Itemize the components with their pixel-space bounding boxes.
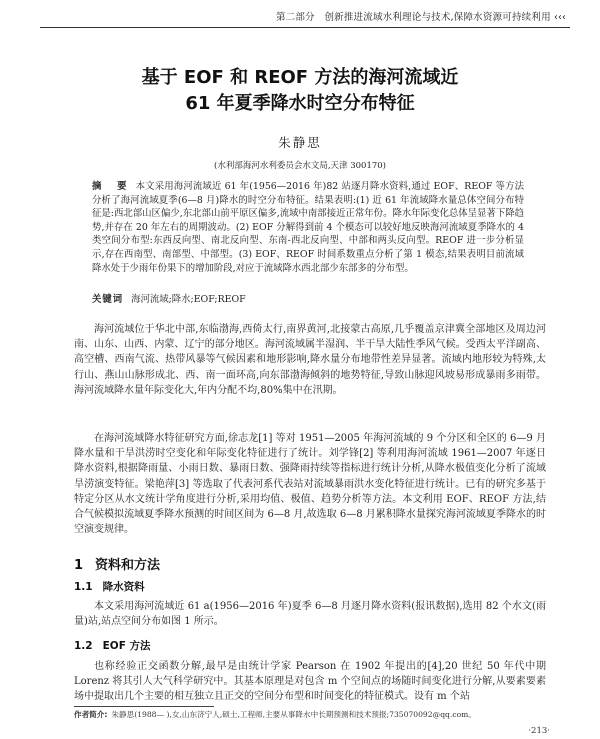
subsection-number: 1.1: [74, 581, 93, 593]
affiliation: (水利部海河水利委员会水文局,天津 300170): [214, 161, 386, 171]
keywords: [92, 293, 524, 306]
paper-title-line1: 基于 EOF 和 REOF 方法的海河流域近: [141, 67, 459, 88]
keywords-text: 海河流域;降水;EOF;REOF: [131, 294, 246, 305]
body-paragraph-4: 也称经验正交函数分解,最早是由统计学家 Pearson 在 1902 年提出的[4],20 世纪 50 年代中期 Lorenz 将其引人大气科学研究中。其基本原理是对包含 m 个空间点的场随时间变化进行分解,从要素要素场中提取出几个主要的相互独立且正交的空间分布型和时间变化的特征模式。设有 m 个站: [74, 661, 546, 703]
abstract-text: 本文采用海河流域近 61 年(1956—2016 年)82 站逐月降水资料,通过 EOF、REOF 等方法分析了海河流域夏季(6—8 月)降水的时空分布特征。结果表明:(1) 近 61 年流域降水量总体空间分布特征是:西北部山区偏少,东北部山前平原区偏多,流域中南部接近正常年份。降水年际变化总体呈显著下降趋势,并存在 20 年左右的周期波动。(2) EOF 分解得到前 4 个模态可以较好地反映海河流域夏季降水的 4 类空间分布型:东西反向型、南北反向型、东南-西北反向型、中部和两头反向型。REOF 进一步分析显示,存在西南型、南部型、中部型。(3) EOF、REOF 时间系数重点分析了第 1 模态,结果表明目前流域降水处于少雨年份果下的增加阶段,对应于流域降水西北部少东部多的分布型。: [92, 181, 524, 274]
abstract: [92, 180, 524, 275]
section-number: 1: [74, 558, 84, 573]
paper-title-line2: 61 年夏季降水时空分布特征: [185, 93, 415, 114]
keywords-label: 关键词: [92, 294, 124, 305]
section-title: 资料和方法: [95, 558, 161, 573]
abstract-label: 摘 要: [92, 181, 130, 192]
subsection-title: EOF 方法: [102, 640, 151, 652]
subsection-heading-1-2: [74, 638, 151, 653]
footnote-text: 朱静思(1988— ),女,山东济宁人,硕士,工程师,主要从事降水中长期预测和技术预报;735070092@qq.com。: [111, 710, 476, 719]
body-paragraph-3: 本文采用海河流域近 61 a(1956—2016 年)夏季 6—8 月逐月降水资料(报讯数据),选用 82 个水文(雨量)站,站点空间分布如图 1 所示。: [74, 601, 546, 628]
author-footnote: [74, 709, 476, 720]
section-heading-1: [74, 554, 160, 573]
running-header: 第二部分 创新推进流域水利理论与技术,保障水资源可持续利用 ‹‹‹: [275, 12, 566, 23]
page-number: ·213·: [528, 726, 550, 736]
subsection-heading-1-1: [74, 579, 145, 594]
header-rule: [40, 27, 570, 28]
body-paragraph-2: 在海河流域降水特征研究方面,徐志龙[1] 等对 1951—2005 年海河流域的 9 个分区和全区的 6—9 月降水量和干旱洪涝时空变化和年际变化特征进行了统计。刘学锋[2] 等利用海河流域 1961—2007 年逐日降水资料,根据降雨量、小雨日数、暴雨日数、强降雨持续等指标进行统计分析,从降水极值变化分析了流域旱涝演变特征。梁艳萍[3] 等选取了代表河系代表站对流域暴雨洪水变化特征进行统计。已有的研究多基于特定分区从水文统计学角度进行分析,采用均值、极值、趋势分析等方法。本文利用 EOF、REOF 方法,结合气候模拟流域夏季降水预测的时间区间为 6—8 月,故选取 6—8 月累积降水量探究海河流域夏季降水的时空演变规律。: [74, 433, 546, 536]
body-paragraph-1: 海河流域位于华北中部,东临渤海,西倚太行,南界黄河,北接蒙古高原,几乎覆盖京津冀全部地区及周边河南、山东、山西、内蒙、辽宁的部分地区。海河流域属半湿润、半干旱大陆性季风气候。受西太平洋副高、高空槽、西南气流、热带风暴等气候因素和地形影响,降水量分布地带性差异显著。流域内地形较为特殊,太行山、燕山山脉形成北、西、南一面环高,向东部渤海倾斜的地势特征,导致山脉迎风坡易形成暴雨多雨带。海河流域降水量年际变化大,年内分配不均,80%集中在汛期。: [74, 324, 546, 396]
subsection-title: 降水资料: [102, 581, 145, 593]
footnote-label: 作者简介:: [74, 710, 108, 719]
subsection-number: 1.2: [74, 640, 93, 652]
footnote-rule: [74, 706, 214, 707]
author-name: 朱静思: [278, 135, 322, 150]
